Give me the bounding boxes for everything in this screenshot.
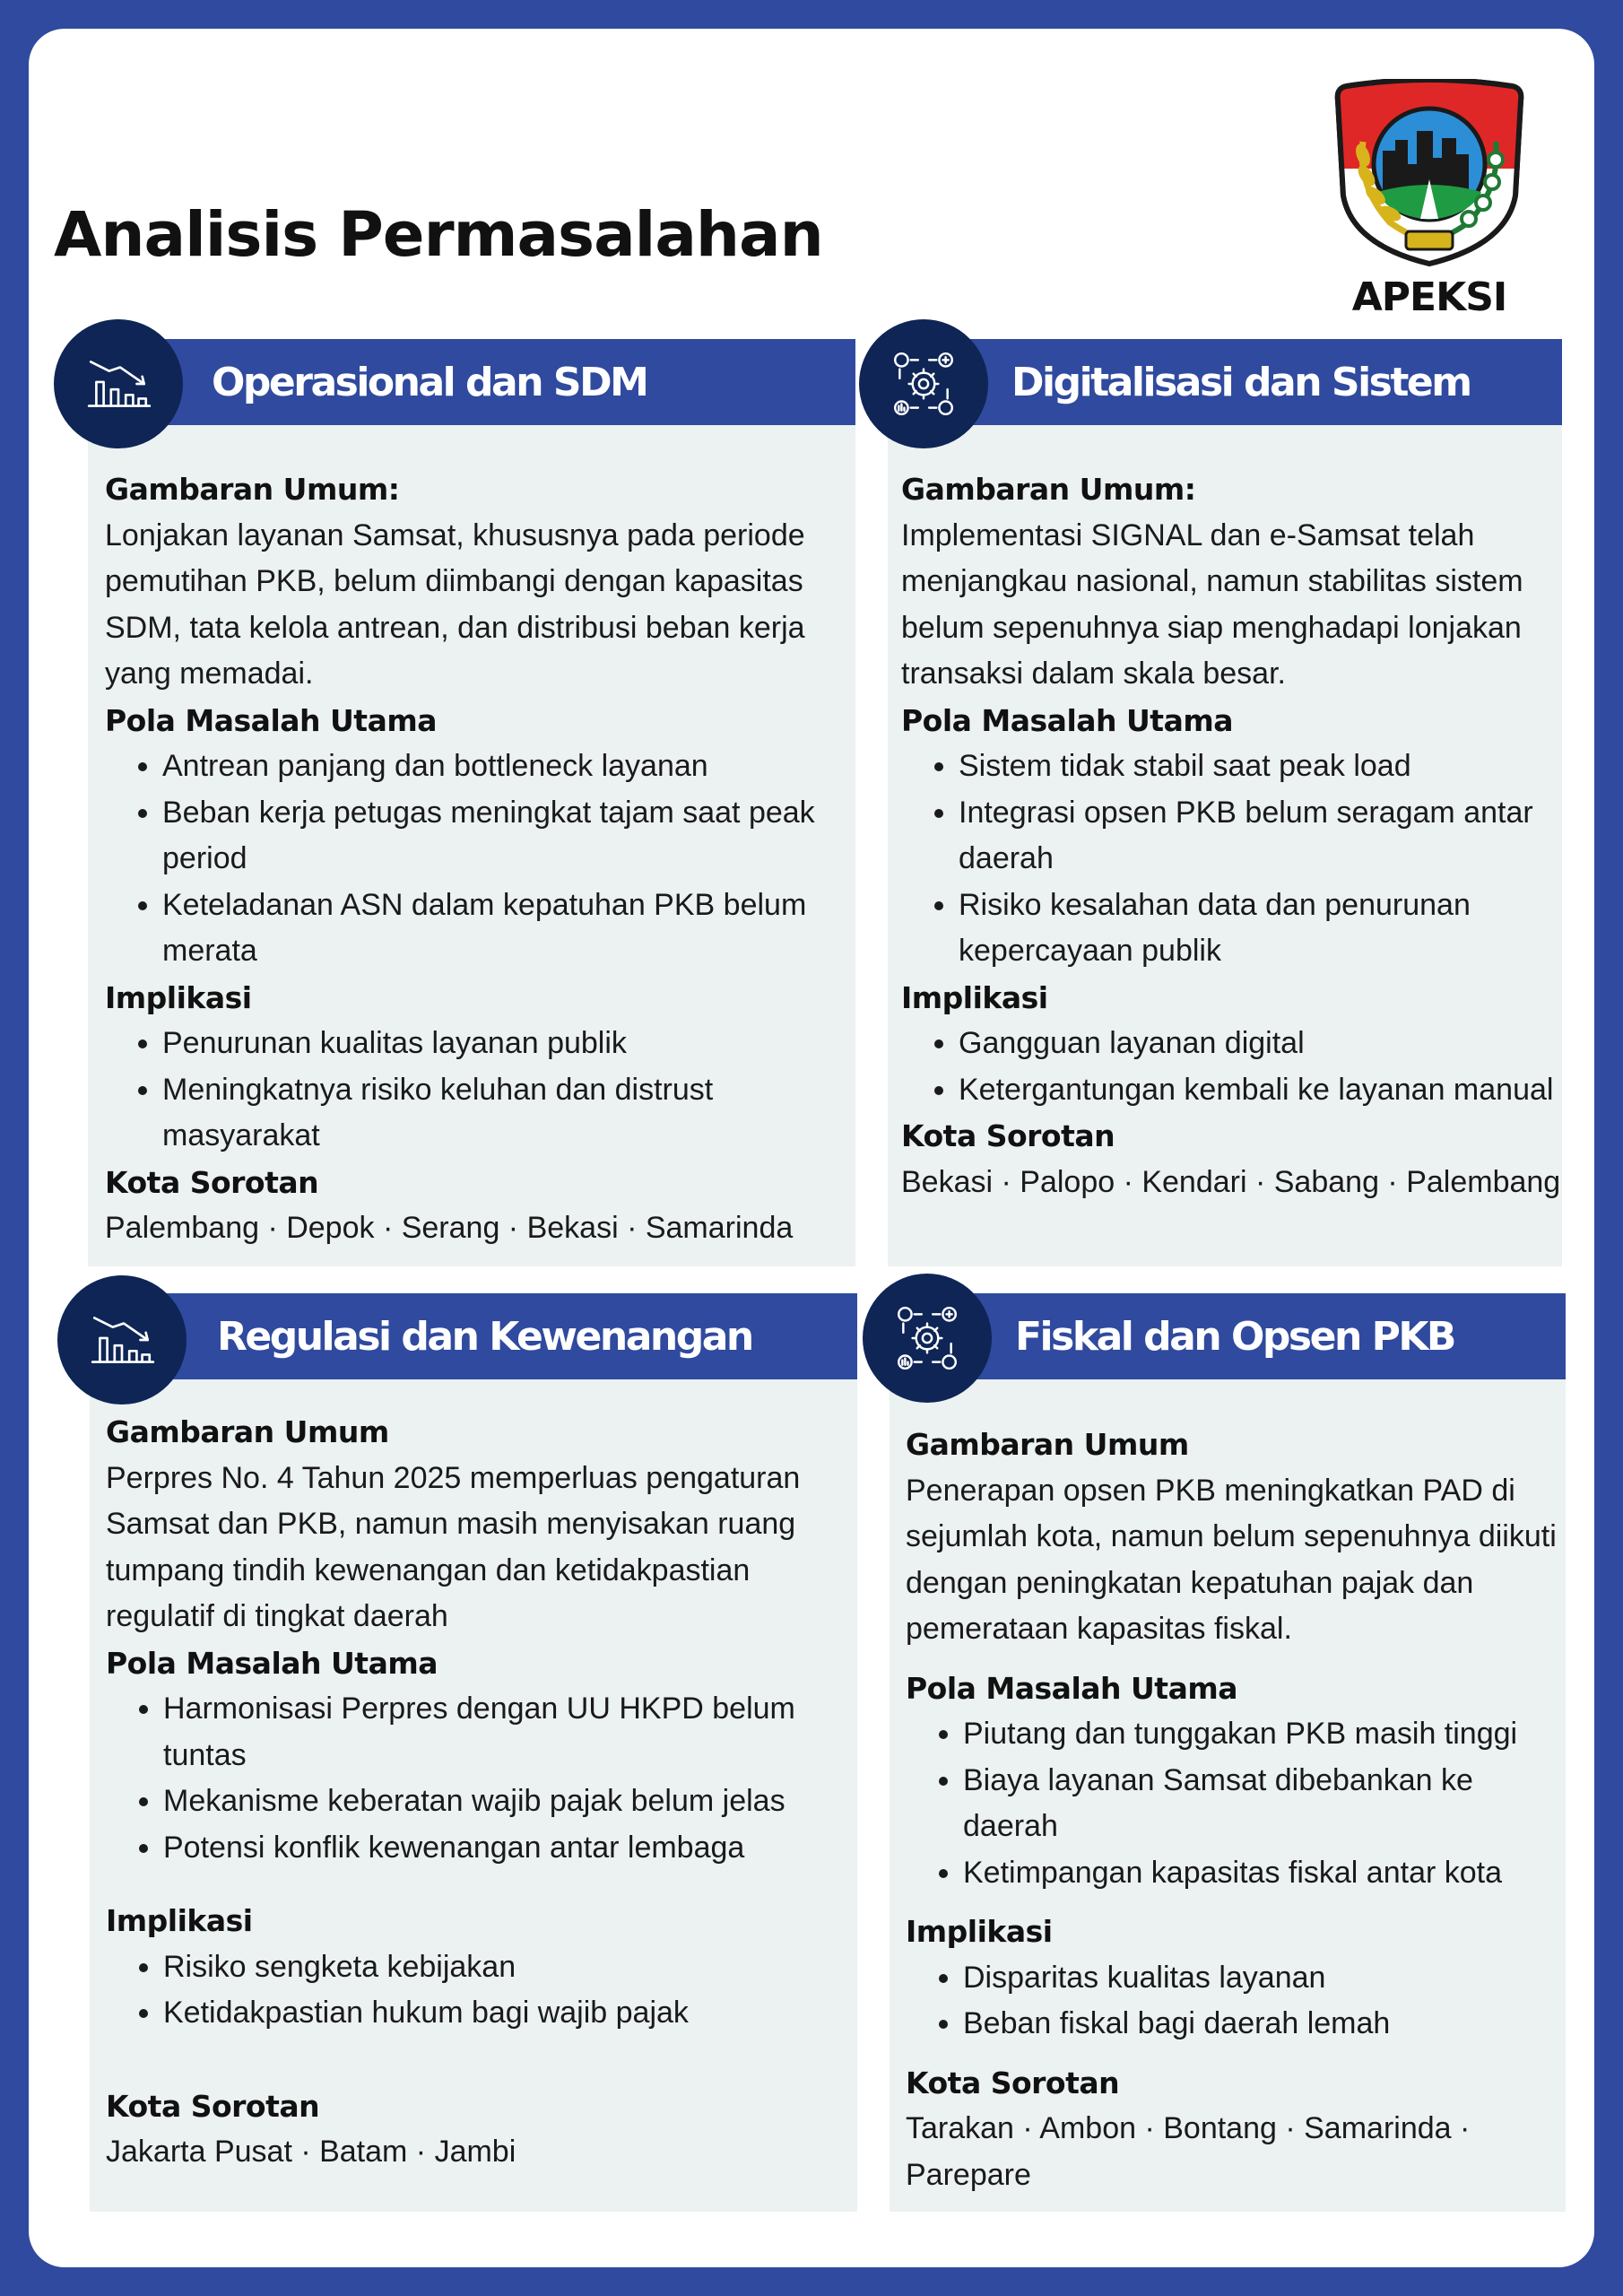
implications-list bbox=[105, 1021, 849, 1160]
problems-heading: Pola Masalah Utama bbox=[106, 1645, 438, 1681]
cities-heading: Kota Sorotan bbox=[901, 1118, 1115, 1153]
chart-down-icon bbox=[57, 1275, 187, 1405]
overview-heading: Gambaran Umum bbox=[906, 1427, 1189, 1462]
list-item: • Keteladanan ASN dalam kepatuhan PKB belum merata bbox=[162, 883, 849, 975]
overview-text: Penerapan opsen PKB meningkatkan PAD di sejumlah kota, namun belum sepenuhnya diikuti dengan peningkatan kepatuhan pajak dan pemerataan kapasitas fiskal. bbox=[906, 1473, 1557, 1646]
problems-list bbox=[105, 744, 849, 975]
panel-title: Fiskal dan Opsen PKB bbox=[1015, 1313, 1454, 1360]
cities-text: Tarakan · Ambon · Bontang · Samarinda · Parepare bbox=[906, 2111, 1471, 2192]
panel-title-banner bbox=[925, 339, 1562, 425]
spacer bbox=[906, 1896, 1565, 1909]
panel-title-banner bbox=[126, 339, 855, 425]
cities-text: Jakarta Pusat · Batam · Jambi bbox=[106, 2135, 516, 2169]
cities-text: Bekasi · Palopo · Kendari · Sabang · Palembang bbox=[901, 1164, 1561, 1199]
chart-down-icon bbox=[54, 319, 183, 448]
page-title: Analisis Permasalahan bbox=[54, 199, 823, 271]
problems-heading: Pola Masalah Utama bbox=[901, 702, 1234, 738]
implications-heading: Implikasi bbox=[105, 979, 252, 1015]
implications-list bbox=[906, 1955, 1565, 2048]
problems-list bbox=[906, 1711, 1565, 1896]
spacer bbox=[106, 2037, 850, 2083]
panel-body bbox=[105, 466, 849, 1252]
cities-heading: Kota Sorotan bbox=[106, 2088, 320, 2124]
panel-title: Digitalisasi dan Sistem bbox=[1011, 359, 1471, 405]
cities-text: Palembang · Depok · Serang · Bekasi · Samarinda bbox=[105, 1211, 794, 1245]
list-item: • Ketidakpastian hukum bagi wajib pajak bbox=[163, 1990, 850, 2037]
list-item: • Risiko kesalahan data dan penurunan kepercayaan publik bbox=[959, 883, 1565, 975]
list-item: • Integrasi opsen PKB belum seragam antar daerah bbox=[959, 790, 1565, 883]
spacer bbox=[906, 2048, 1565, 2060]
overview-heading: Gambaran Umum: bbox=[105, 472, 400, 507]
panel-title-banner bbox=[929, 1293, 1566, 1379]
cities-heading: Kota Sorotan bbox=[906, 2065, 1120, 2100]
apeksi-emblem-icon bbox=[1327, 79, 1532, 272]
digital-system-icon bbox=[859, 319, 988, 448]
list-item: • Antrean panjang dan bottleneck layanan bbox=[162, 744, 849, 790]
apeksi-logo bbox=[1327, 79, 1532, 330]
overview-heading: Gambaran Umum bbox=[106, 1414, 389, 1449]
list-item: • Penurunan kualitas layanan publik bbox=[162, 1021, 849, 1067]
problems-heading: Pola Masalah Utama bbox=[906, 1670, 1238, 1706]
list-item: • Potensi konflik kewenangan antar lembaga bbox=[163, 1825, 850, 1872]
implications-list bbox=[106, 1944, 850, 2037]
list-item: • Ketimpangan kapasitas fiskal antar kota bbox=[963, 1850, 1565, 1897]
list-item: • Biaya layanan Samsat dibebankan ke daerah bbox=[963, 1758, 1565, 1850]
apeksi-logo-text: APEKSI bbox=[1351, 274, 1507, 320]
implications-heading: Implikasi bbox=[906, 1914, 1053, 1949]
implications-list bbox=[901, 1021, 1565, 1113]
list-item: • Meningkatnya risiko keluhan dan distrust masyarakat bbox=[162, 1067, 849, 1160]
panel-body bbox=[901, 466, 1565, 1205]
list-item: • Piutang dan tunggakan PKB masih tinggi bbox=[963, 1711, 1565, 1758]
overview-text: Lonjakan layanan Samsat, khususnya pada periode pemutihan PKB, belum diimbangi dengan kapasitas SDM, tata kelola antrean, dan distribusi beban kerja yang memadai. bbox=[105, 517, 805, 691]
panel-body bbox=[906, 1422, 1565, 2198]
list-item: • Risiko sengketa kebijakan bbox=[163, 1944, 850, 1991]
list-item: • Gangguan layanan digital bbox=[959, 1021, 1565, 1067]
list-item: • Sistem tidak stabil saat peak load bbox=[959, 744, 1565, 790]
problems-list bbox=[901, 744, 1565, 975]
panel-title-banner bbox=[131, 1293, 857, 1379]
list-item: • Harmonisasi Perpres dengan UU HKPD belum tuntas bbox=[163, 1686, 850, 1779]
overview-heading: Gambaran Umum: bbox=[901, 472, 1196, 507]
problems-list bbox=[106, 1686, 850, 1871]
list-item: • Ketergantungan kembali ke layanan manual bbox=[959, 1067, 1565, 1114]
problems-heading: Pola Masalah Utama bbox=[105, 702, 438, 738]
panel-title: Operasional dan SDM bbox=[212, 359, 647, 405]
spacer bbox=[906, 1653, 1565, 1665]
implications-heading: Implikasi bbox=[901, 979, 1048, 1015]
implications-heading: Implikasi bbox=[106, 1903, 253, 1938]
overview-text: Perpres No. 4 Tahun 2025 memperluas pengaturan Samsat dan PKB, namun masih menyisakan ruang tumpang tindih kewenangan dan ketidakpastian regulatif di tingkat daerah bbox=[106, 1460, 801, 1633]
spacer bbox=[106, 1871, 850, 1898]
panel-body bbox=[106, 1409, 850, 2176]
list-item: • Disparitas kualitas layanan bbox=[963, 1955, 1565, 2002]
list-item: • Beban fiskal bagi daerah lemah bbox=[963, 2001, 1565, 2048]
overview-text: Implementasi SIGNAL dan e-Samsat telah menjangkau nasional, namun stabilitas sistem belum sepenuhnya siap menghadapi lonjakan transaksi dalam skala besar. bbox=[901, 517, 1523, 691]
digital-system-icon bbox=[863, 1274, 992, 1403]
cities-heading: Kota Sorotan bbox=[105, 1164, 319, 1200]
list-item: • Beban kerja petugas meningkat tajam saat peak period bbox=[162, 790, 849, 883]
list-item: • Mekanisme keberatan wajib pajak belum jelas bbox=[163, 1779, 850, 1825]
panel-title: Regulasi dan Kewenangan bbox=[217, 1313, 752, 1360]
